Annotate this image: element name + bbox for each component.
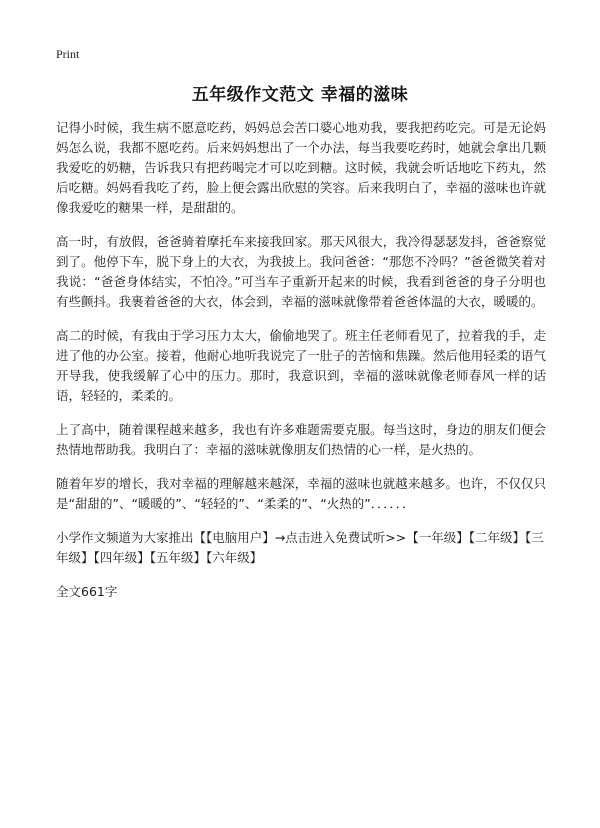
link-grade-2[interactable]: 【二年级】 xyxy=(468,530,525,545)
paragraph-3: 高二的时候，有我由于学习压力太大，偷偷地哭了。班主任老师看见了，拉着我的手，走进了他的办公室。接着，他耐心地听我说完了一肚子的苦恼和焦躁。然后他用轻柔的语气开导我，使我缓解了心中的压力。那时，我意识到，幸福的滋味就像老师春风一样的话语，轻轻的，柔柔的。 xyxy=(56,328,546,403)
article-body xyxy=(56,118,546,602)
link-grade-3[interactable]: 【三年级】 xyxy=(56,530,544,565)
print-link[interactable]: Print xyxy=(56,47,80,61)
link-grade-4[interactable]: 【四年级】 xyxy=(93,550,150,565)
paragraph-2: 高一时，有放假，爸爸骑着摩托车来接我回家。那天风很大，我冷得瑟瑟发抖，爸爸察觉到了。他停下车，脱下身上的大衣，为我披上。我问爸爸：“那您不冷吗？”爸爸微笑着对我说：“爸爸身体结实，不怕冷。”可当车子重新开起来的时候，我看到爸爸的身子分明也有些颤抖。我裹着爸爸的大衣，体会到，幸福的滋味就像带着爸爸体温的大衣，暖暖的。 xyxy=(56,234,546,309)
paragraph-1: 记得小时候，我生病不愿意吃药，妈妈总会苦口婆心地劝我，要我把药吃完。可是无论妈妈怎么说，我都不愿吃药。后来妈妈想出了一个办法，每当我要吃药时，她就会拿出几颗我爱吃的奶糖，告诉我只有把药喝完才可以吃到糖。这时候，我就会听话地吃下药丸，然后吃糖。妈妈看我吃了药，脸上便会露出欣慰的笑容。后来我明白了，幸福的滋味也许就像我爱吃的糖果一样，是甜甜的。 xyxy=(56,120,546,215)
link-grade-5[interactable]: 【五年级】 xyxy=(149,550,207,565)
link-grade-1[interactable]: 【一年级】 xyxy=(406,530,469,545)
paragraph-5: 随着年岁的增长，我对幸福的理解越来越深，幸福的滋味也就越来越多。也许，不仅仅只是“甜甜的”、“暖暖的”、“轻轻的”、“柔柔的”、“火热的”．．．．．． xyxy=(56,476,546,511)
paragraph-4: 上了高中，随着课程越来越多，我也有许多难题需要克服。每当这时，身边的朋友们便会热情地帮助我。我明白了：幸福的滋味就像朋友们热情的心一样，是火热的。 xyxy=(56,422,546,457)
link-pc-user[interactable]: 【电脑用户】 xyxy=(206,530,275,545)
article-title: 五年级作文范文 幸福的滋味 xyxy=(191,85,409,105)
link-grade-6[interactable]: 【六年级】 xyxy=(206,550,263,565)
link-free-listen[interactable]: →点击进入免费试听>> xyxy=(274,530,407,545)
promo-links xyxy=(56,528,546,568)
word-count: 全文661字 xyxy=(56,584,118,599)
promo-text: 小学作文频道为大家推出【 xyxy=(56,530,207,545)
